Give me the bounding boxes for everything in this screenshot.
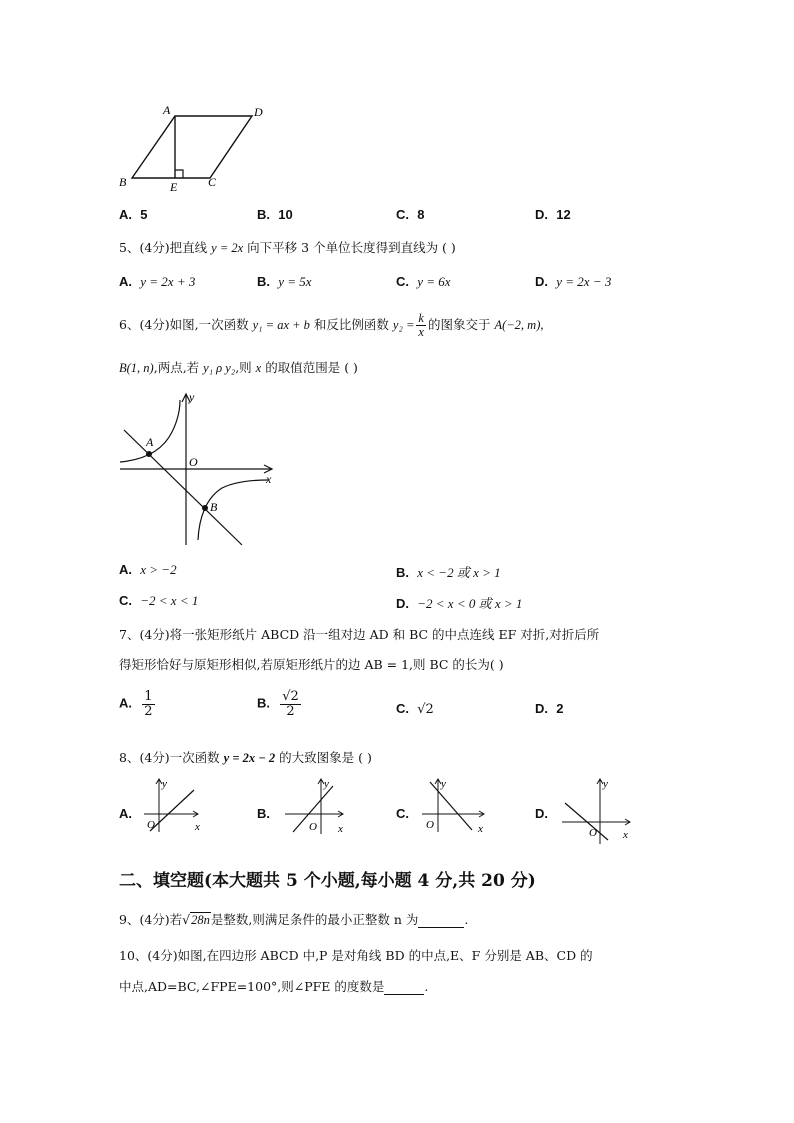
q5-option-a[interactable]: A. y = 2x + 3 xyxy=(119,274,196,289)
q10-answer-blank[interactable] xyxy=(384,979,424,995)
q4-option-c[interactable]: C. 8 xyxy=(396,207,425,222)
q6-stem-line2: B(1, n),两点,若 y₁ ρ y₂,则 x 的取值范围是 ( ) xyxy=(119,360,358,375)
q6-option-c[interactable]: C. −2 < x < 1 xyxy=(119,593,199,608)
q4-option-d[interactable]: D. 12 xyxy=(535,207,571,222)
q4-option-b[interactable]: B. 10 xyxy=(257,207,293,222)
vertex-label-d: D xyxy=(254,105,263,119)
q8-option-b[interactable]: B. xyxy=(257,806,270,821)
x-axis-label: x xyxy=(266,472,272,486)
q8b-y-label: y xyxy=(324,778,329,790)
q5-stem: 5、(4分)把直线 y = 2x 向下平移 3 个单位长度得到直线为 ( ) xyxy=(119,240,456,255)
vertex-label-c: C xyxy=(208,175,217,189)
q7-option-a[interactable]: A. $\frac{1}{2}$ xyxy=(119,689,153,719)
q7-stem-line1: 7、(4分)将一张矩形纸片 ABCD 沿一组对边 AD 和 BC 的中点连线 EF 对折,对折后所 xyxy=(119,627,600,642)
q8c-y-label: y xyxy=(441,778,446,790)
q5-option-b[interactable]: B. y = 5x xyxy=(257,274,312,289)
vertex-label-b: B xyxy=(119,175,127,189)
q8b-origin-label: O xyxy=(309,821,317,833)
vertex-label-e: E xyxy=(170,180,178,194)
q8-graph-b[interactable] xyxy=(283,776,348,838)
q8-option-d[interactable]: D. xyxy=(535,806,548,821)
q8c-origin-label: O xyxy=(426,819,434,831)
q7-option-c[interactable]: C. √2 xyxy=(396,701,434,717)
q7-option-d[interactable]: D. 2 xyxy=(535,701,564,716)
q7-option-b[interactable]: B. $\frac{√2}{2}$ xyxy=(257,689,299,719)
q10-stem-line2: 中点,AD=BC,∠FPE=100°,则∠PFE 的度数是 . xyxy=(119,979,429,994)
q8c-x-label: x xyxy=(478,823,483,835)
point-label-b: B xyxy=(210,500,218,514)
q8-stem: 8、(4分)一次函数 y = 2x − 2 的大致图象是 ( ) xyxy=(119,750,372,765)
q8-option-c[interactable]: C. xyxy=(396,806,409,821)
vertex-label-a: A xyxy=(163,103,171,117)
q8a-y-label: y xyxy=(162,778,167,790)
section-2-title: 二、填空题(本大题共 5 个小题,每小题 4 分,共 20 分) xyxy=(119,871,536,891)
q7-stem-line2: 得矩形恰好与原矩形相似,若原矩形纸片的边 AB = 1,则 BC 的长为( ) xyxy=(119,657,504,672)
q10-stem-line1: 10、(4分)如图,在四边形 ABCD 中,P 是对角线 BD 的中点,E、F 分别是 AB、CD 的 xyxy=(119,948,593,963)
origin-label: O xyxy=(189,455,198,469)
parallelogram-figure xyxy=(112,100,272,195)
q6-option-a[interactable]: A. x > −2 xyxy=(119,562,177,577)
q5-option-d[interactable]: D. y = 2x − 3 xyxy=(535,274,612,289)
q8-graph-c[interactable] xyxy=(420,776,490,836)
point-label-a: A xyxy=(146,435,154,449)
y-axis-label: y xyxy=(189,390,195,404)
q6-option-d[interactable]: D. −2 < x < 0 或 x > 1 xyxy=(396,596,523,611)
q8d-y-label: y xyxy=(603,778,608,790)
q8-graph-d[interactable] xyxy=(560,776,635,848)
q8d-origin-label: O xyxy=(589,827,597,839)
q9-stem: 9、(4分)若√28n是整数,则满足条件的最小正整数 n 为 . xyxy=(119,912,469,927)
q6-graph-figure xyxy=(112,390,287,550)
q8a-x-label: x xyxy=(195,821,200,833)
q8-graph-a[interactable] xyxy=(142,776,207,836)
q9-answer-blank[interactable] xyxy=(418,912,464,928)
q8b-x-label: x xyxy=(338,823,343,835)
q4-option-a[interactable]: A. 5 xyxy=(119,207,148,222)
q8a-origin-label: O xyxy=(147,819,155,831)
q8-option-a[interactable]: A. xyxy=(119,806,132,821)
q8d-x-label: x xyxy=(623,829,628,841)
q6-stem-line1: 6、(4分)如图,一次函数 y₁ = ax + b 和反比例函数 y₂ = $\frac{k}{x}$ 的图象交于 A(−2, m), xyxy=(119,311,544,340)
q6-option-b[interactable]: B. x < −2 或 x > 1 xyxy=(396,565,501,580)
q5-option-c[interactable]: C. y = 6x xyxy=(396,274,451,289)
